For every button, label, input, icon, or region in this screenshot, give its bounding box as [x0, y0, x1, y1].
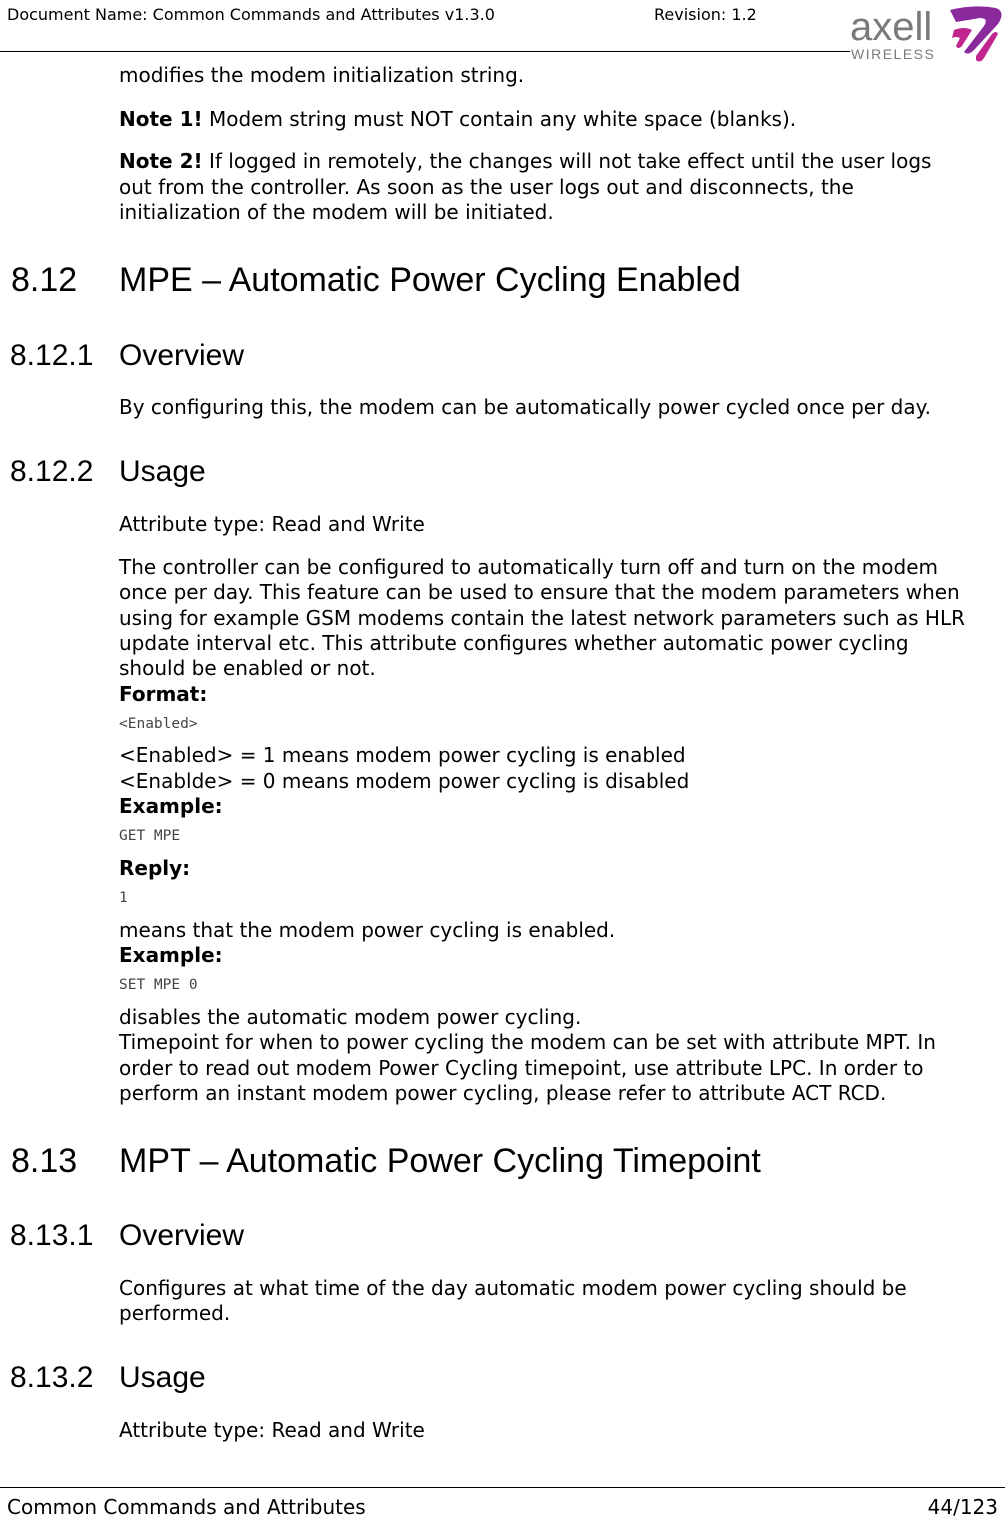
- mpe-attribute-type: Attribute type: Read and Write: [119, 512, 425, 536]
- reply-label: [119, 856, 1005, 881]
- page-number: 44/123: [927, 1495, 998, 1519]
- note-2-label: Note 2!: [119, 149, 203, 173]
- section-8-12-number: 8.12: [11, 261, 78, 299]
- section-8-13-2-number: 8.13.2: [10, 1361, 94, 1394]
- section-8-12-title: MPE – Automatic Power Cycling Enabled: [119, 261, 741, 299]
- mpt-overview-line-2: performed.: [119, 1301, 231, 1325]
- section-8-13-2-title: Usage: [119, 1361, 206, 1394]
- mpe-description-line-5: should be enabled or not.: [119, 656, 376, 680]
- note-2-text-line-1: If logged in remotely, the changes will not take effect until the user logs: [202, 149, 932, 173]
- example-2-code: SET MPE 0: [119, 977, 198, 993]
- format-label: [119, 682, 1005, 707]
- mpe-description-line-4: update interval etc. This attribute configures whether automatic power cycling: [119, 631, 909, 655]
- mpt-attribute-type: Attribute type: Read and Write: [119, 1418, 425, 1442]
- mpe-description-line-3: using for example GSM modems contain the latest network parameters such as HLR: [119, 606, 965, 630]
- header-document-name: Document Name: Common Commands and Attributes v1.3.0: [7, 5, 495, 24]
- example-1-label: [119, 794, 1005, 819]
- mpe-closing-line-3: order to read out modem Power Cycling timepoint, use attribute LPC. In order to: [119, 1056, 924, 1080]
- reply-text: means that the modem power cycling is enabled.: [119, 918, 616, 942]
- intro-line: modifies the modem initialization string.: [119, 63, 525, 87]
- note-1-label: Note 1!: [119, 107, 203, 131]
- footer-divider: [0, 1487, 1005, 1488]
- footer-title: Common Commands and Attributes: [7, 1495, 366, 1519]
- section-8-12-2-title: Usage: [119, 455, 206, 488]
- logo-swoosh-inner: [952, 28, 972, 48]
- mpe-closing-line-2: Timepoint for when to power cycling the modem can be set with attribute MPT. In: [119, 1030, 936, 1054]
- note-1-text: Modem string must NOT contain any white space (blanks).: [202, 107, 797, 131]
- note-2-text-line-3: initialization of the modem will be initiated.: [119, 200, 554, 224]
- mpt-overview-line-1: Configures at what time of the day automatic modem power cycling should be: [119, 1276, 907, 1300]
- mpe-overview-text: By configuring this, the modem can be automatically power cycled once per day.: [119, 395, 931, 419]
- note-2: [119, 149, 1005, 174]
- header-revision: Revision: 1.2: [654, 5, 757, 24]
- example-2-label-text: Example:: [119, 943, 223, 967]
- mpe-closing-line-4: perform an instant modem power cycling, please refer to attribute ACT RCD.: [119, 1081, 887, 1105]
- section-8-12-2-number: 8.12.2: [10, 455, 94, 488]
- reply-code: 1: [119, 890, 128, 906]
- section-8-13-title: MPT – Automatic Power Cycling Timepoint: [119, 1142, 761, 1180]
- section-8-13-number: 8.13: [11, 1142, 78, 1180]
- format-disabled-line: <Enablde> = 0 means modem power cycling is disabled: [119, 769, 690, 793]
- example-1-label-text: Example:: [119, 794, 223, 818]
- axell-wireless-logo: [846, 0, 1005, 66]
- format-enabled-line: <Enabled> = 1 means modem power cycling is enabled: [119, 743, 686, 767]
- mpe-closing-line-1: disables the automatic modem power cycling.: [119, 1005, 582, 1029]
- logo-wordmark: axell: [850, 5, 933, 49]
- format-code: <Enabled>: [119, 716, 198, 732]
- section-8-12-1-number: 8.12.1: [10, 339, 94, 372]
- note-2-text-line-2: out from the controller. As soon as the user logs out and disconnects, the: [119, 175, 854, 199]
- reply-label-text: Reply:: [119, 856, 191, 880]
- mpe-description-line-1: The controller can be configured to automatically turn off and turn on the modem: [119, 555, 938, 579]
- section-8-13-1-number: 8.13.1: [10, 1219, 94, 1252]
- logo-subtext: WIRELESS: [851, 46, 936, 62]
- format-label-text: Format:: [119, 682, 208, 706]
- example-2-label: [119, 943, 1005, 968]
- section-8-12-1-title: Overview: [119, 339, 245, 372]
- axell-logo-graphic: [846, 0, 1005, 66]
- example-1-code: GET MPE: [119, 828, 181, 844]
- note-1: [119, 107, 1005, 132]
- section-8-13-1-title: Overview: [119, 1219, 245, 1252]
- mpe-description-line-2: once per day. This feature can be used to ensure that the modem parameters when: [119, 580, 960, 604]
- header-divider: [0, 51, 850, 52]
